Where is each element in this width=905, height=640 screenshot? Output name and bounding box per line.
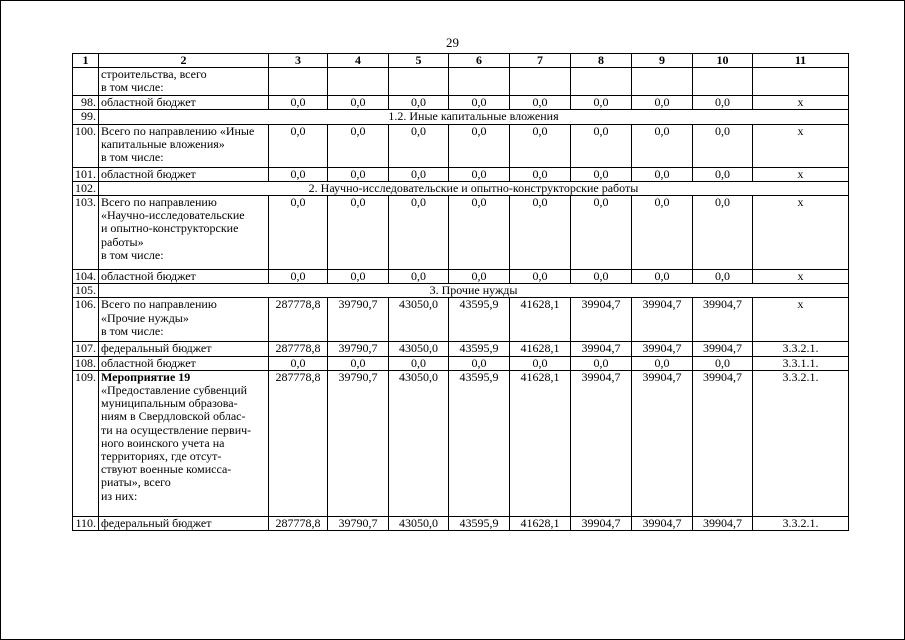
value-cell: 0,0 xyxy=(389,356,449,370)
row-name: федеральный бюджет xyxy=(101,341,212,356)
column-header: 9 xyxy=(632,54,693,68)
value-cell xyxy=(632,68,693,96)
row-number: 107. xyxy=(73,342,99,356)
value-cell: 0,0 xyxy=(328,124,389,167)
section-title: 1.2. Иные капитальные вложения xyxy=(99,110,849,124)
target-code-cell xyxy=(753,68,849,96)
row-number xyxy=(73,68,99,96)
page-number: 29 xyxy=(446,35,459,50)
row-name: областной бюджет xyxy=(101,167,196,181)
value-cell: 0,0 xyxy=(510,356,571,370)
value-cell xyxy=(269,68,328,96)
value-cell: 0,0 xyxy=(449,356,510,370)
section-row xyxy=(73,284,849,298)
column-header: 7 xyxy=(510,54,571,68)
table-row xyxy=(73,370,849,516)
value-cell: 43595,9 xyxy=(449,342,510,356)
table-row xyxy=(73,124,849,167)
value-cell: 0,0 xyxy=(328,356,389,370)
value-cell: 0,0 xyxy=(449,167,510,181)
value-cell: 0,0 xyxy=(632,356,693,370)
row-number: 102. xyxy=(73,181,99,195)
value-cell: 39904,7 xyxy=(632,342,693,356)
target-code-cell: 3.3.1.1. xyxy=(753,356,849,370)
value-cell: 39904,7 xyxy=(571,342,632,356)
value-cell: 0,0 xyxy=(510,96,571,110)
value-cell: 0,0 xyxy=(328,167,389,181)
target-code-cell: 3.3.2.1. xyxy=(753,516,849,530)
row-number: 108. xyxy=(73,356,99,370)
value-cell: 39904,7 xyxy=(693,298,753,342)
value-cell: 287778,8 xyxy=(269,516,328,530)
column-header: 6 xyxy=(449,54,510,68)
value-cell: 0,0 xyxy=(632,96,693,110)
value-cell: 39790,7 xyxy=(328,342,389,356)
value-cell: 0,0 xyxy=(571,96,632,110)
value-cell: 41628,1 xyxy=(510,370,571,516)
row-name-cell xyxy=(99,68,269,96)
value-cell: 0,0 xyxy=(389,124,449,167)
section-row xyxy=(73,110,849,124)
section-title: 2. Научно-исследовательские и опытно-конструкторские работы xyxy=(99,181,849,195)
value-cell: 0,0 xyxy=(269,167,328,181)
table-row xyxy=(73,96,849,110)
value-cell: 0,0 xyxy=(571,270,632,284)
value-cell: 0,0 xyxy=(571,167,632,181)
value-cell: 0,0 xyxy=(632,196,693,270)
budget-table xyxy=(72,53,849,531)
value-cell: 0,0 xyxy=(632,167,693,181)
value-cell: 41628,1 xyxy=(510,516,571,530)
row-number: 101. xyxy=(73,167,99,181)
value-cell: 41628,1 xyxy=(510,298,571,342)
value-cell: 0,0 xyxy=(389,270,449,284)
table-row xyxy=(73,342,849,356)
section-row xyxy=(73,181,849,195)
row-name: областной бюджет xyxy=(101,95,196,110)
value-cell: 43050,0 xyxy=(389,298,449,342)
value-cell xyxy=(693,68,753,96)
value-cell: 39904,7 xyxy=(571,370,632,516)
row-name: строительства, всего в том числе: xyxy=(101,67,207,95)
value-cell: 0,0 xyxy=(269,96,328,110)
value-cell: 0,0 xyxy=(510,270,571,284)
value-cell: 0,0 xyxy=(632,124,693,167)
row-name: областной бюджет xyxy=(101,269,196,284)
row-number: 98. xyxy=(73,96,99,110)
value-cell: 43050,0 xyxy=(389,370,449,516)
column-header: 11 xyxy=(753,54,849,68)
target-code-cell: х xyxy=(753,196,849,270)
value-cell: 0,0 xyxy=(510,167,571,181)
value-cell: 0,0 xyxy=(328,196,389,270)
value-cell: 39904,7 xyxy=(693,516,753,530)
value-cell: 287778,8 xyxy=(269,342,328,356)
value-cell: 0,0 xyxy=(328,96,389,110)
target-code-cell: х xyxy=(753,167,849,181)
value-cell: 0,0 xyxy=(269,124,328,167)
value-cell: 0,0 xyxy=(269,196,328,270)
value-cell: 0,0 xyxy=(693,96,753,110)
value-cell: 0,0 xyxy=(693,356,753,370)
row-name-cell xyxy=(99,167,269,181)
value-cell xyxy=(328,68,389,96)
column-header: 10 xyxy=(693,54,753,68)
value-cell: 0,0 xyxy=(389,196,449,270)
value-cell: 0,0 xyxy=(693,167,753,181)
value-cell: 39904,7 xyxy=(571,298,632,342)
column-header: 5 xyxy=(389,54,449,68)
target-code-cell: 3.3.2.1. xyxy=(753,370,849,516)
column-header: 8 xyxy=(571,54,632,68)
row-name: «Предоставление субвенций муниципальным образова- ниям в Свердловской облас- ти на осуществление первич- ного воинского учета на территориях, где отсут- ствуют военные комисса- риаты», всего из них: xyxy=(101,383,252,503)
section-title: 3. Прочие нужды xyxy=(99,284,849,298)
value-cell: 0,0 xyxy=(693,124,753,167)
row-number: 105. xyxy=(73,284,99,298)
value-cell: 0,0 xyxy=(269,270,328,284)
value-cell xyxy=(510,68,571,96)
row-number: 110. xyxy=(73,516,99,530)
value-cell xyxy=(449,68,510,96)
row-number: 103. xyxy=(73,196,99,270)
row-name-cell xyxy=(99,124,269,167)
value-cell: 39790,7 xyxy=(328,516,389,530)
value-cell: 43050,0 xyxy=(389,516,449,530)
table-row xyxy=(73,298,849,342)
value-cell: 0,0 xyxy=(269,356,328,370)
value-cell: 43050,0 xyxy=(389,342,449,356)
value-cell: 0,0 xyxy=(693,196,753,270)
value-cell: 0,0 xyxy=(571,196,632,270)
value-cell: 0,0 xyxy=(571,124,632,167)
target-code-cell: 3.3.2.1. xyxy=(753,342,849,356)
value-cell: 39790,7 xyxy=(328,298,389,342)
value-cell: 39904,7 xyxy=(632,298,693,342)
value-cell: 39904,7 xyxy=(632,370,693,516)
value-cell: 39904,7 xyxy=(693,370,753,516)
table-row xyxy=(73,196,849,270)
event-label: Мероприятие 19 xyxy=(101,370,191,384)
value-cell: 0,0 xyxy=(389,96,449,110)
row-number: 104. xyxy=(73,270,99,284)
target-code-cell: х xyxy=(753,298,849,342)
row-name: Всего по направлению «Научно-исследовательские и опытно-конструкторские работы» в том числе: xyxy=(101,195,245,262)
value-cell: 287778,8 xyxy=(269,298,328,342)
row-name-cell xyxy=(99,196,269,270)
row-number: 106. xyxy=(73,298,99,342)
header-row xyxy=(73,54,849,68)
row-name: Всего по направлению «Прочие нужды» в том числе: xyxy=(101,297,217,338)
table-row xyxy=(73,270,849,284)
value-cell: 41628,1 xyxy=(510,342,571,356)
value-cell: 43595,9 xyxy=(449,298,510,342)
value-cell: 0,0 xyxy=(449,270,510,284)
value-cell: 0,0 xyxy=(632,270,693,284)
row-number: 109. xyxy=(73,370,99,516)
value-cell: 0,0 xyxy=(449,96,510,110)
row-name: Всего по направлению «Иные капитальные вложения» в том числе: xyxy=(101,124,255,165)
column-header: 2 xyxy=(99,54,269,68)
value-cell: 43595,9 xyxy=(449,370,510,516)
value-cell: 0,0 xyxy=(510,196,571,270)
value-cell: 0,0 xyxy=(571,356,632,370)
value-cell: 0,0 xyxy=(510,124,571,167)
column-header: 3 xyxy=(269,54,328,68)
value-cell: 43595,9 xyxy=(449,516,510,530)
row-name-cell xyxy=(99,516,269,530)
value-cell: 0,0 xyxy=(693,270,753,284)
value-cell: 0,0 xyxy=(449,196,510,270)
table-row xyxy=(73,68,849,96)
table-row xyxy=(73,356,849,370)
row-name-cell xyxy=(99,96,269,110)
value-cell: 0,0 xyxy=(328,270,389,284)
value-cell: 0,0 xyxy=(389,167,449,181)
table-row xyxy=(73,516,849,530)
target-code-cell: х xyxy=(753,124,849,167)
value-cell: 0,0 xyxy=(449,124,510,167)
column-header: 4 xyxy=(328,54,389,68)
target-code-cell: х xyxy=(753,270,849,284)
value-cell: 39790,7 xyxy=(328,370,389,516)
value-cell xyxy=(389,68,449,96)
row-name-cell xyxy=(99,356,269,370)
value-cell: 39904,7 xyxy=(693,342,753,356)
row-name-cell xyxy=(99,270,269,284)
target-code-cell: х xyxy=(753,96,849,110)
value-cell xyxy=(571,68,632,96)
row-number: 100. xyxy=(73,124,99,167)
row-name: областной бюджет xyxy=(101,356,196,370)
row-name-cell xyxy=(99,298,269,342)
row-name-cell xyxy=(99,370,269,516)
value-cell: 39904,7 xyxy=(571,516,632,530)
row-name: федеральный бюджет xyxy=(101,516,212,530)
column-header: 1 xyxy=(73,54,99,68)
row-name-cell xyxy=(99,342,269,356)
value-cell: 287778,8 xyxy=(269,370,328,516)
value-cell: 39904,7 xyxy=(632,516,693,530)
table-row xyxy=(73,167,849,181)
row-number: 99. xyxy=(73,110,99,124)
